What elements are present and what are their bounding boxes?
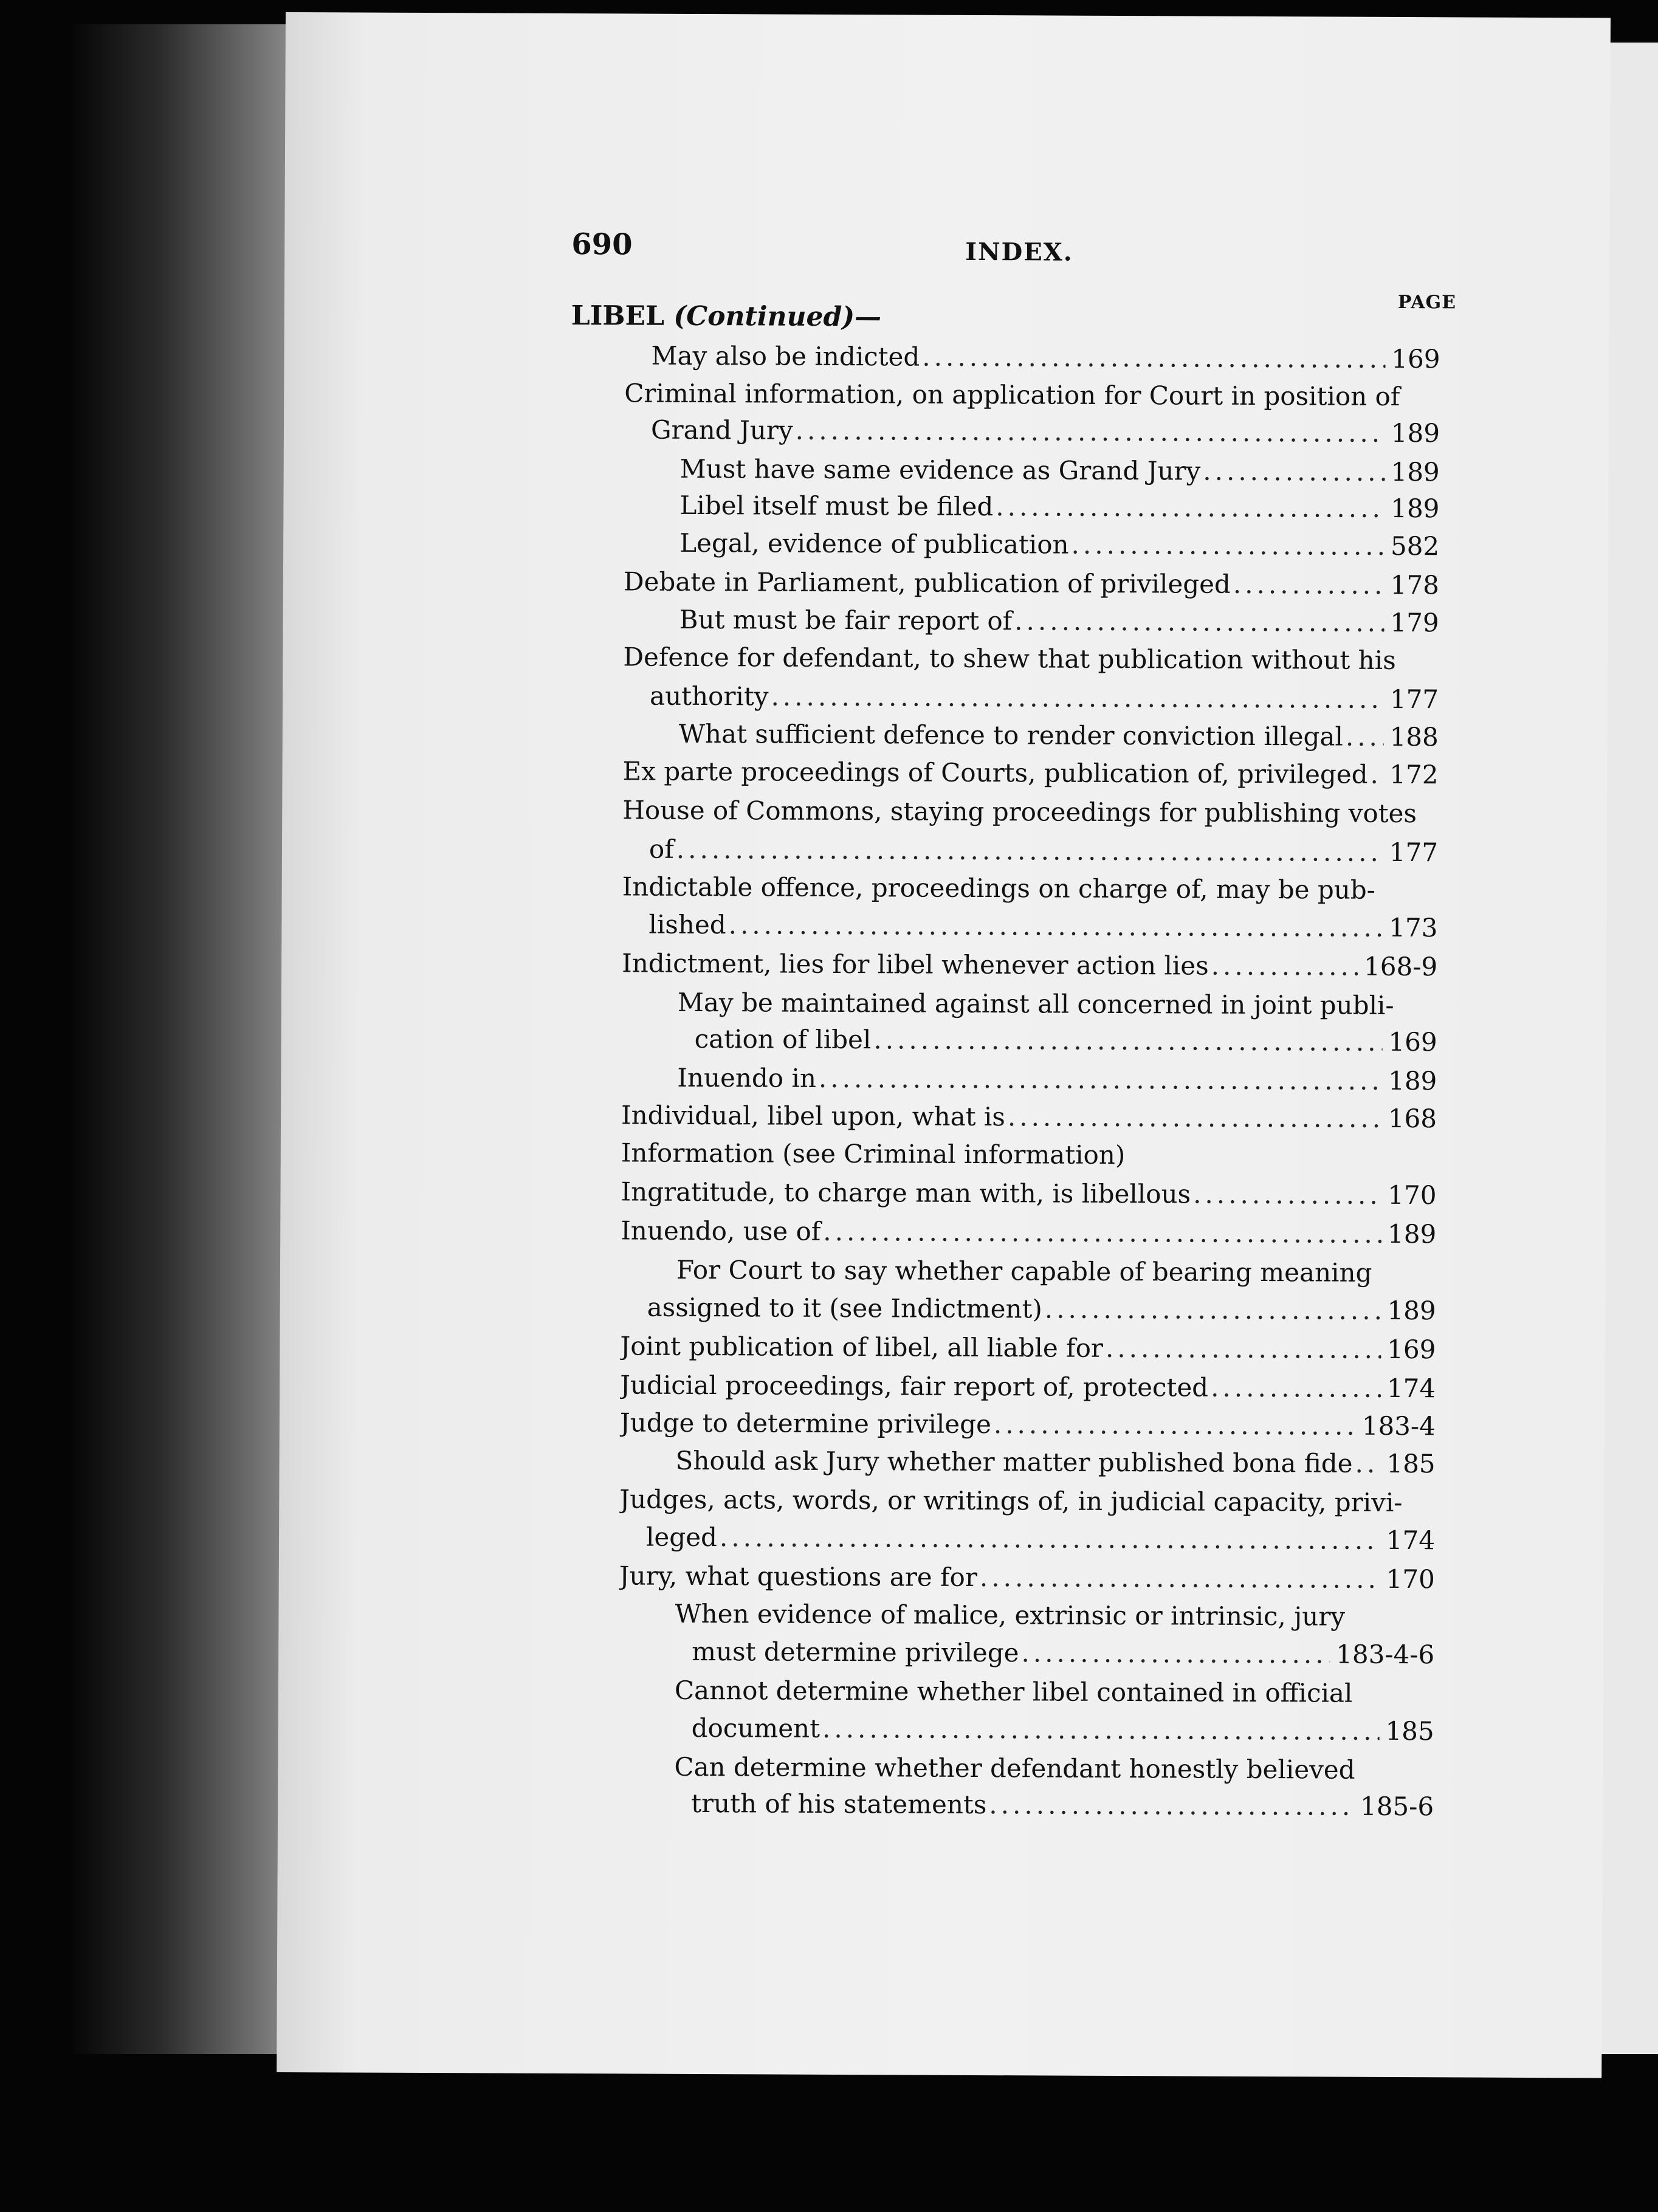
index-entry-text: Individual, libel upon, what is [621,1100,1006,1132]
index-entry [620,1331,1436,1372]
index-entry-page: 172 [1389,759,1439,790]
index-entry-page: 185 [1386,1448,1436,1479]
index-entry [679,528,1439,569]
index-entry [647,1293,1436,1334]
index-entry-page: 173 [1389,912,1438,943]
index-entries [571,340,1446,1822]
index-entry [678,987,1437,1028]
index-entry [622,871,1438,913]
index-entry-text: Ingratitude, to charge man with, is libellous [621,1176,1191,1209]
index-entry [679,605,1439,645]
dot-leader [1352,1449,1380,1479]
index-entry [620,1370,1436,1411]
index-entry [692,1713,1434,1754]
index-entry-page: 183-4 [1361,1410,1436,1441]
index-entry [675,1675,1434,1716]
dot-leader [986,1790,1354,1821]
index-entry-text: Cannot determine whether libel contained in official [674,1675,1353,1708]
index-entry-text: lished [648,909,726,940]
index-entry-text: Indictment, lies for libel whenever action lies [622,948,1209,981]
dot-leader [674,834,1383,867]
index-entry-page: 177 [1389,684,1439,715]
dot-leader [1208,1373,1381,1403]
index-entry-text: Joint publication of libel, all liable for [620,1331,1104,1363]
index-entry [621,1138,1437,1179]
index-entry-text: Information (see Criminal information) [621,1138,1126,1170]
index-entry-page: 189 [1391,417,1440,448]
index-entry-page: 185 [1385,1716,1434,1747]
index-entry [621,1215,1436,1257]
index-entry-text: Debate in Parliament, publication of privileged [623,566,1231,599]
index-entry-text: assigned to it (see Indictment) [647,1292,1042,1324]
index-entry [648,910,1437,951]
index-entry [651,341,1440,382]
page-column-label: PAGE [1397,291,1457,314]
index-entry [649,834,1438,876]
index-entry-page: 174 [1386,1525,1436,1556]
index-entry [691,1788,1434,1829]
index-entry [692,1637,1434,1677]
index-entry-text: Legal, evidence of publication [679,527,1069,560]
dot-leader [1200,456,1385,487]
dot-leader [1367,760,1383,789]
dot-leader [1019,1638,1330,1669]
index-entry-page: 189 [1387,1295,1436,1326]
index-entry [646,1522,1435,1564]
index-entry-page: 188 [1389,721,1439,752]
index-entry-page: 168 [1388,1103,1437,1134]
page-number: 690 [571,227,633,262]
index-entry-text: When evidence of malice, extrinsic or intrinsic, jury [675,1598,1346,1632]
index-entry-page: 178 [1390,569,1440,600]
index-entry-page: 174 [1386,1373,1436,1404]
index-entry-text: For Court to say whether capable of bearing meaning [676,1254,1372,1288]
index-entry-text: Grand Jury [650,414,793,445]
book-binding-shadow [73,24,292,2054]
index-entry [619,1484,1435,1525]
dot-leader [726,910,1383,943]
index-entry-page: 179 [1390,607,1439,638]
index-entry-page: 168-9 [1363,951,1438,982]
index-entry [674,1752,1434,1793]
index-entry-text: May also be indicted [651,340,920,372]
index-entry-page: 177 [1389,837,1439,868]
index-entry-text: cation of libel [694,1023,872,1055]
index-entry-text: Judges, acts, words, or writings of, in judicial capacity, privi- [619,1484,1403,1518]
dot-leader [1103,1333,1381,1364]
index-entry-text: Must have same evidence as Grand Jury [679,453,1201,486]
dot-leader [993,492,1385,523]
index-entry-text: document [691,1712,820,1743]
index-entry [621,1100,1437,1141]
section-heading [571,300,882,332]
index-entry-text: truth of his statements [691,1788,987,1820]
index-entry [619,1561,1435,1602]
index-entry [675,1599,1434,1640]
dot-leader [820,1217,1381,1249]
index-entry [650,681,1439,723]
index-entry-page: 183-4-6 [1336,1639,1435,1670]
dot-leader [793,416,1385,448]
dot-leader [1191,1180,1381,1210]
index-entry-text: Criminal information, on application for Court in position of [624,378,1400,412]
index-entry [622,756,1438,797]
dot-leader [1012,606,1384,637]
index-entry [675,1446,1435,1486]
book-page [277,12,1611,2078]
page-header [571,227,1471,314]
dot-leader [816,1063,1382,1096]
index-entry-text: Can determine whether defendant honestly believed [674,1751,1355,1785]
index-entry [620,1407,1436,1449]
dot-leader [1231,569,1385,600]
index-entry-text: Judicial proceedings, fair report of, protected [620,1370,1209,1403]
index-entry-page: 189 [1387,1218,1437,1249]
dot-leader [977,1562,1380,1594]
index-entry-text: May be maintained against all concerned in joint publi- [677,987,1394,1020]
index-entry-page: 169 [1387,1334,1436,1365]
index-entry-page: 189 [1391,493,1440,524]
index-entry [651,415,1440,456]
index-entry [694,1024,1437,1065]
index-entry-page: 185-6 [1360,1791,1434,1822]
index-entry [621,1176,1436,1218]
index-entry-page: 189 [1391,456,1440,487]
index-entry-page: 169 [1388,1026,1437,1057]
index-entry [622,948,1437,989]
index-entry-text: Indictable offence, proceedings on charge of, may be pub- [622,871,1376,905]
index-entry-page: 170 [1388,1180,1437,1211]
index-entry-text: Inuendo, use of [621,1215,821,1246]
index-entry-text: must determine privilege [692,1636,1019,1668]
index-entry-text: Should ask Jury whether matter published bona fide [675,1445,1353,1479]
index-entry-text: authority [649,681,769,712]
index-entry-text: Ex parte proceedings of Courts, publication of, privileged [622,756,1368,789]
dot-leader [1069,530,1385,561]
index-entry [622,795,1438,836]
index-entry-text: Jury, what questions are for [619,1561,978,1592]
index-entry [624,566,1439,608]
dot-leader [1343,722,1384,752]
dot-leader [991,1409,1356,1441]
index-entry-page: 170 [1386,1564,1435,1595]
index-entry-text: Inuendo in [677,1062,817,1093]
index-entry-text: What sufficient defence to render conviction illegal [678,718,1344,752]
index-entry [680,454,1440,495]
section-continued: (Continued)— [673,300,882,333]
index-entry-page: 189 [1388,1065,1437,1096]
index-entry-text: Judge to determine privilege [619,1407,992,1440]
index-entry [676,1255,1436,1296]
dot-leader [768,681,1384,713]
page-title: INDEX. [965,237,1073,267]
dot-leader [1209,951,1358,981]
index-entry [677,1063,1437,1104]
index-entry [679,719,1439,760]
index-entry-text: Defence for defendant, to shew that publication without his [623,642,1396,675]
dot-leader [1042,1294,1381,1325]
index-entry-text: House of Commons, staying proceedings for publishing votes [622,795,1417,829]
index-entry-text: of [648,834,674,864]
dot-leader [1005,1102,1382,1133]
index-entry [679,490,1439,531]
index-entry-text: But must be fair report of [679,604,1013,636]
index-entry-page: 582 [1390,531,1440,562]
section-title: LIBEL [571,300,665,332]
index-entry [624,378,1440,419]
dot-leader [920,342,1385,374]
index-entry-text: Libel itself must be filed [679,490,994,522]
index-entry [623,642,1439,683]
dot-leader [871,1025,1382,1057]
dot-leader [717,1522,1380,1555]
dot-leader [820,1714,1380,1746]
index-entry-page: 169 [1391,343,1440,374]
index-entry-text: leged [645,1522,718,1553]
